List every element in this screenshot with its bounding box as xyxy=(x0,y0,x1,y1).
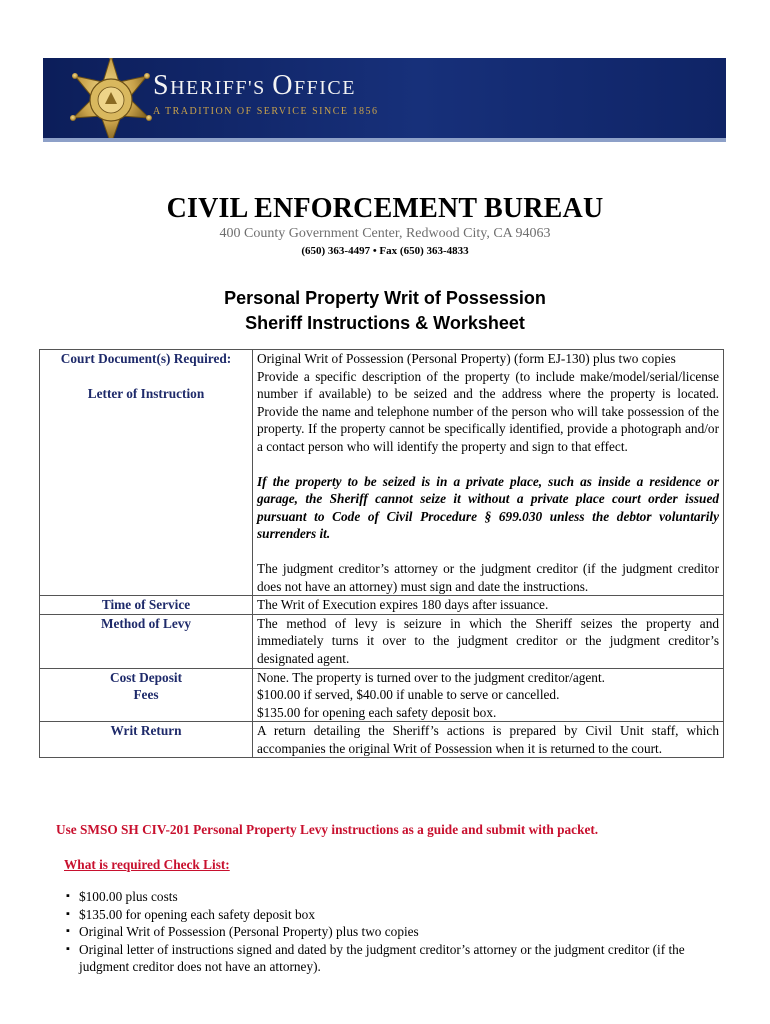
document-title xyxy=(0,286,770,336)
label-court-documents: Court Document(s) Required: xyxy=(60,351,232,366)
document-title-line2: Sheriff Instructions & Worksheet xyxy=(245,313,525,333)
instruction-text: Provide a specific description of the property (to include make/model/serial/license number if available) to be seized and the address where the property is located. Provide the name and telephone number of the person who will take possession of the property. If the property cannot be specifically identified, provide a photograph and/or a contact person who will identify the property and sign to that effect. xyxy=(257,368,719,454)
fees-served-text: $100.00 if served, $40.00 if unable to serve or cancelled. xyxy=(257,687,560,703)
writ-return-text: A return detailing the Sheriff’s actions is prepared by Civil Unit staff, which accompanies the original Writ of Possession when it is returned to the court. xyxy=(253,722,724,758)
checklist xyxy=(64,888,704,976)
row-value xyxy=(253,668,724,722)
requirements-table xyxy=(39,349,724,758)
checklist-heading: What is required Check List: xyxy=(64,857,230,872)
banner-title: SHERIFF'S OFFICE xyxy=(153,70,356,101)
bureau-phone: (650) 363-4497 • Fax (650) 363-4833 xyxy=(301,245,469,257)
sheriffs-office-banner xyxy=(43,58,726,142)
private-place-warning: If the property to be seized is in a private place, such as inside a residence or garage, the Sheriff cannot seize it without a private place court order issued pursuant to Code of Civil Procedure § 699.030 unless the debtor voluntarily surrenders it. xyxy=(257,473,719,542)
signature-requirement: The judgment creditor’s attorney or the judgment creditor (if the judgment creditor does not have an attorney) must sign and date the instructions. xyxy=(257,560,719,594)
method-of-levy-text: The method of levy is seizure in which the Sheriff seizes the property and immediately turns it over to the judgment creditor or the judgment creditor’s designated agent. xyxy=(253,614,724,668)
fees-deposit-box-text: $135.00 for opening each safety deposit box. xyxy=(257,704,497,720)
document-title-line1: Personal Property Writ of Possession xyxy=(224,288,546,308)
label-time-of-service: Time of Service xyxy=(40,596,253,615)
table-row xyxy=(40,668,724,722)
cost-deposit-text: None. The property is turned over to the judgment creditor/agent. xyxy=(257,669,605,685)
row-label xyxy=(40,668,253,722)
table-row xyxy=(40,596,724,615)
use-instructions-note: Use SMSO SH CIV-201 Personal Property Levy instructions as a guide and submit with packet. xyxy=(56,822,599,837)
label-fees: Fees xyxy=(133,687,159,703)
bureau-address: 400 County Government Center, Redwood City, CA 94063 xyxy=(219,226,551,241)
label-method-of-levy: Method of Levy xyxy=(40,614,253,668)
row-label xyxy=(40,350,253,596)
bureau-title: CIVIL ENFORCEMENT BUREAU xyxy=(166,193,604,224)
required-document-text: Original Writ of Possession (Personal Property) (form EJ-130) plus two copies xyxy=(257,351,676,366)
label-writ-return: Writ Return xyxy=(40,722,253,758)
label-letter-of-instruction: Letter of Instruction xyxy=(87,386,205,402)
table-row xyxy=(40,350,724,596)
time-of-service-text: The Writ of Execution expires 180 days after issuance. xyxy=(253,596,724,615)
table-row xyxy=(40,614,724,668)
banner-tagline: A TRADITION OF SERVICE SINCE 1856 xyxy=(153,106,379,117)
table-row xyxy=(40,722,724,758)
list-item: ▪ $100.00 plus costs xyxy=(64,888,704,906)
sheriff-star-badge-icon xyxy=(61,58,161,142)
list-item: ▪ Original letter of instructions signed and dated by the judgment creditor’s attorney or the judgment creditor (if the judgment creditor does not have an attorney). xyxy=(64,941,704,976)
label-cost-deposit: Cost Deposit xyxy=(109,669,183,685)
row-value xyxy=(253,350,724,596)
list-item: ▪ Original Writ of Possession (Personal Property) plus two copies xyxy=(64,923,704,941)
list-item: ▪ $135.00 for opening each safety deposit box xyxy=(64,906,704,924)
banner-strip xyxy=(43,138,726,142)
